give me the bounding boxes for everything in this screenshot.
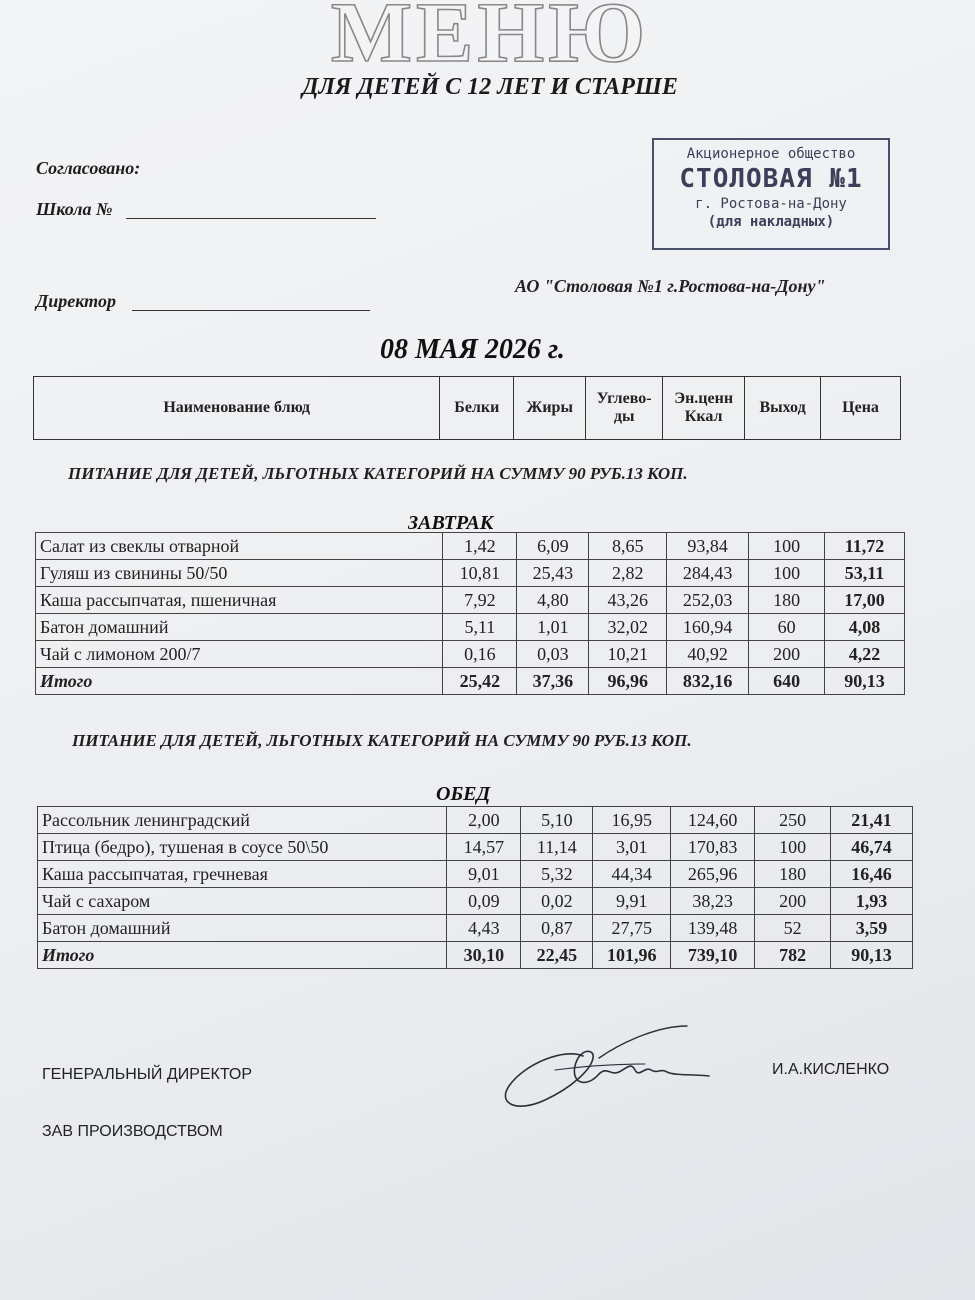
total-fat: 37,36 [517,668,589,695]
fat-cell: 6,09 [517,533,589,560]
breakfast-banner: ПИТАНИЕ ДЛЯ ДЕТЕЙ, ЛЬГОТНЫХ КАТЕГОРИЙ НА СУММУ 90 РУБ.13 КОП. [68,464,688,483]
carbs-cell: 27,75 [593,915,671,942]
director-name: И.А.КИСЛЕНКО [772,1061,890,1078]
col-energy-line2: Ккал [684,408,723,425]
col-carbs-line2: ды [613,408,635,425]
energy-cell: 40,92 [667,641,749,668]
fat-cell: 0,02 [521,888,593,915]
col-name-header: Наименование блюд [34,377,440,440]
energy-cell: 38,23 [671,888,755,915]
price-cell: 1,93 [831,888,913,915]
fat-cell: 25,43 [517,560,589,587]
energy-cell: 252,03 [667,587,749,614]
protein-cell: 14,57 [447,834,521,861]
total-row [36,668,905,695]
dish-name: Чай с лимоном 200/7 [36,641,443,668]
total-protein: 30,10 [447,942,521,969]
col-output-header: Выход [745,377,821,440]
total-output: 640 [749,668,825,695]
output-cell: 100 [749,533,825,560]
table-row [36,587,905,614]
col-protein-header: Белки [440,377,514,440]
carbs-cell: 32,02 [589,614,667,641]
fat-cell: 5,32 [521,861,593,888]
lunch-banner: ПИТАНИЕ ДЛЯ ДЕТЕЙ, ЛЬГОТНЫХ КАТЕГОРИЙ НА СУММУ 90 РУБ.13 КОП. [72,731,692,750]
stamp-line-1: Акционерное общество [686,146,856,162]
production-head-label: ЗАВ ПРОИЗВОДСТВОМ [42,1123,223,1140]
column-header-table [33,376,901,440]
carbs-cell: 43,26 [589,587,667,614]
fat-cell: 1,01 [517,614,589,641]
price-cell: 4,22 [825,641,905,668]
output-cell: 100 [755,834,831,861]
price-cell: 16,46 [831,861,913,888]
stamp-line-3: г. Ростова-на-Дону [695,196,847,212]
col-carbs-header [586,377,663,440]
dish-name: Салат из свеклы отварной [36,533,443,560]
table-row [38,807,913,834]
carbs-cell: 16,95 [593,807,671,834]
energy-cell: 265,96 [671,861,755,888]
price-cell: 46,74 [831,834,913,861]
table-row [36,614,905,641]
fat-cell: 5,10 [521,807,593,834]
dish-name: Каша рассыпчатая, гречневая [38,861,447,888]
output-cell: 200 [755,888,831,915]
director-label: Директор [36,291,116,311]
col-price-header: Цена [821,377,901,440]
protein-cell: 0,09 [447,888,521,915]
energy-cell: 170,83 [671,834,755,861]
price-cell: 4,08 [825,614,905,641]
protein-cell: 7,92 [443,587,517,614]
energy-cell: 124,60 [671,807,755,834]
dish-name: Батон домашний [36,614,443,641]
fat-cell: 0,03 [517,641,589,668]
table-row [36,533,905,560]
output-cell: 100 [749,560,825,587]
carbs-cell: 8,65 [589,533,667,560]
stamp-line-2: СТОЛОВАЯ №1 [679,164,863,194]
col-fat-header: Жиры [514,377,586,440]
breakfast-heading: ЗАВТРАК [408,512,494,534]
total-label: Итого [36,668,443,695]
protein-cell: 2,00 [447,807,521,834]
dish-name: Чай с сахаром [38,888,447,915]
total-protein: 25,42 [443,668,517,695]
table-row [36,641,905,668]
output-cell: 180 [749,587,825,614]
price-cell: 11,72 [825,533,905,560]
total-fat: 22,45 [521,942,593,969]
menu-date: 08 МАЯ 2026 г. [380,334,565,365]
output-cell: 200 [749,641,825,668]
protein-cell: 4,43 [447,915,521,942]
table-row [38,861,913,888]
carbs-cell: 9,91 [593,888,671,915]
company-name: АО "Столовая №1 г.Ростова-на-Дону" [515,276,826,296]
total-price: 90,13 [831,942,913,969]
total-label: Итого [38,942,447,969]
general-director-label: ГЕНЕРАЛЬНЫЙ ДИРЕКТОР [42,1066,253,1083]
lunch-heading: ОБЕД [436,783,491,805]
lunch-table [37,806,913,969]
price-cell: 21,41 [831,807,913,834]
carbs-cell: 44,34 [593,861,671,888]
total-carbs: 101,96 [593,942,671,969]
carbs-cell: 3,01 [593,834,671,861]
protein-cell: 0,16 [443,641,517,668]
fat-cell: 0,87 [521,915,593,942]
col-carbs-line1: Углево- [596,390,652,407]
dish-name: Батон домашний [38,915,447,942]
col-energy-line1: Эн.ценн [674,390,734,407]
handwritten-signature [495,1018,725,1118]
total-energy: 832,16 [667,668,749,695]
price-cell: 3,59 [831,915,913,942]
protein-cell: 5,11 [443,614,517,641]
total-output: 782 [755,942,831,969]
total-energy: 739,10 [671,942,755,969]
output-cell: 52 [755,915,831,942]
menu-title: МЕНЮ [330,0,650,80]
dish-name: Рассольник ленинградский [38,807,447,834]
dish-name: Птица (бедро), тушеная в соусе 50\50 [38,834,447,861]
menu-subtitle: ДЛЯ ДЕТЕЙ С 12 ЛЕТ И СТАРШЕ [302,74,678,100]
table-row [38,888,913,915]
protein-cell: 10,81 [443,560,517,587]
school-signature-line [126,218,376,219]
price-cell: 53,11 [825,560,905,587]
dish-name: Гуляш из свинины 50/50 [36,560,443,587]
director-signature-line [132,310,370,311]
breakfast-table [35,532,905,695]
total-price: 90,13 [825,668,905,695]
energy-cell: 160,94 [667,614,749,641]
agreed-label: Согласовано: [36,158,141,178]
col-energy-header [663,377,745,440]
table-row [36,560,905,587]
total-row [38,942,913,969]
price-cell: 17,00 [825,587,905,614]
protein-cell: 1,42 [443,533,517,560]
dish-name: Каша рассыпчатая, пшеничная [36,587,443,614]
school-label: Школа № [36,199,113,219]
output-cell: 250 [755,807,831,834]
output-cell: 60 [749,614,825,641]
energy-cell: 93,84 [667,533,749,560]
fat-cell: 11,14 [521,834,593,861]
output-cell: 180 [755,861,831,888]
carbs-cell: 10,21 [589,641,667,668]
fat-cell: 4,80 [517,587,589,614]
protein-cell: 9,01 [447,861,521,888]
energy-cell: 284,43 [667,560,749,587]
stamp-line-4: (для накладных) [707,214,835,230]
table-row [38,834,913,861]
energy-cell: 139,48 [671,915,755,942]
table-row [38,915,913,942]
carbs-cell: 2,82 [589,560,667,587]
company-stamp [652,138,890,250]
total-carbs: 96,96 [589,668,667,695]
